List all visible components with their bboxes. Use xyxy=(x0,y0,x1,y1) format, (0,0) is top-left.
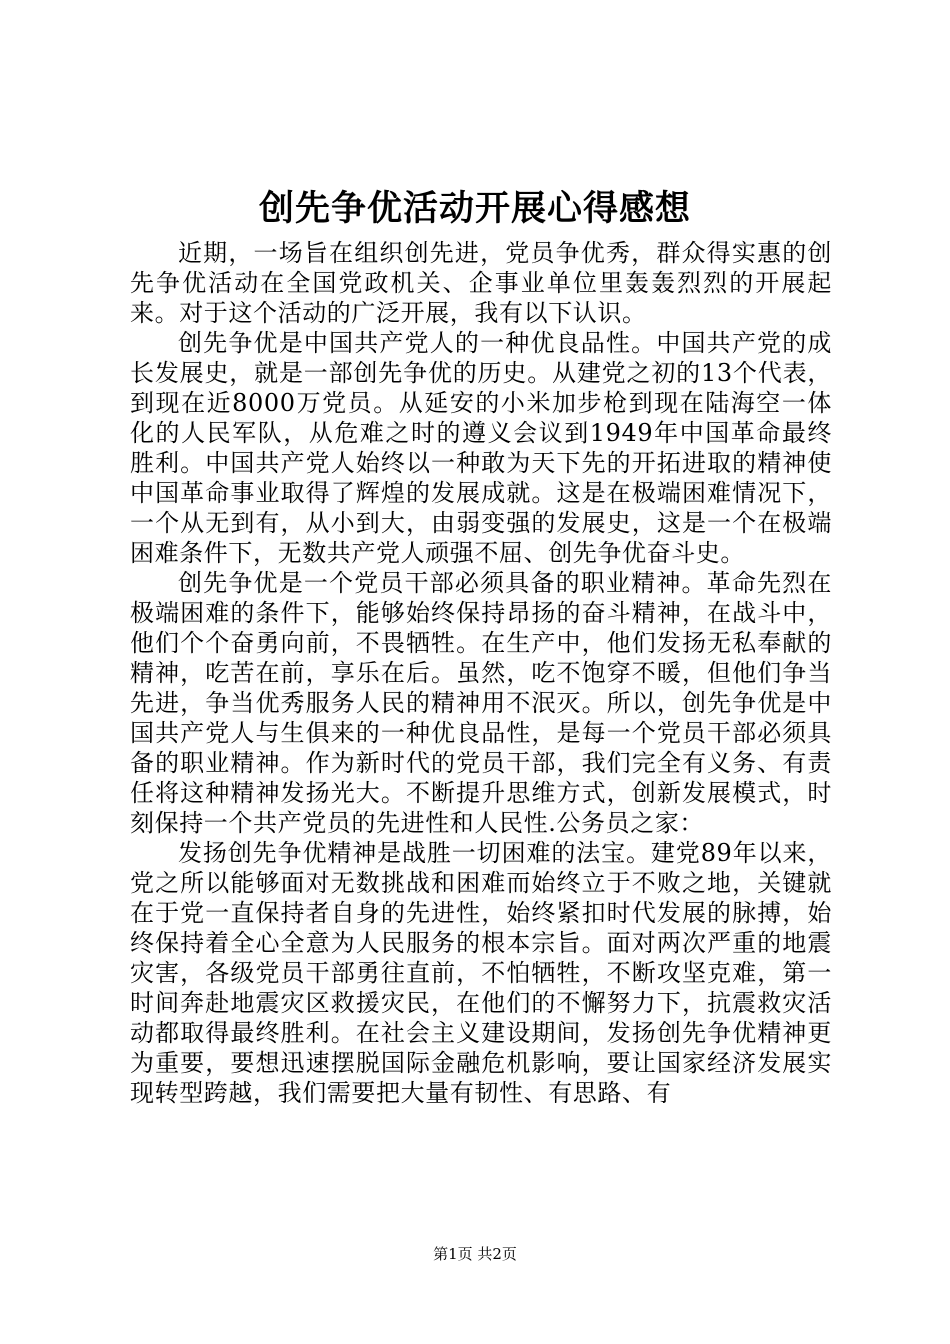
paragraph-professional-spirit: 创先争优是一个党员干部必须具备的职业精神。革命先烈在极端困难的条件下，能够始终保持昂扬的奋斗精神，在战斗中，他们个个奋勇向前，不畏牺牲。在生产中，他们发扬无私奉献的精神，吃苦在前，享乐在后。虽然，吃不饱穿不暖，但他们争当先进，争当优秀服务人民的精神用不泯灭。所以，创先争优是中国共产党人与生俱来的一种优良品性，是每一个党员干部必须具备的职业精神。作为新时代的党员干部，我们完全有义务、有责任将这种精神发扬光大。不断提升思维方式，创新发展模式，时刻保持一个共产党员的先进性和人民性.公务员之家： xyxy=(130,569,832,837)
paragraph-overcoming-difficulties: 发扬创先争优精神是战胜一切困难的法宝。建党89年以来，党之所以能够面对无数挑战和困难而始终立于不败之地，关键就在于党一直保持者自身的先进性，始终紧扣时代发展的脉搏，始终保持着全心全意为人民服务的根本宗旨。面对两次严重的地震灾害，各级党员干部勇往直前，不怕牺牲，不断攻坚克难，第一时间奔赴地震灾区救援灾民，在他们的不懈努力下，抗震救灾活动都取得最终胜利。在社会主义建设期间，发扬创先争优精神更为重要，要想迅速摆脱国际金融危机影响，要让国家经济发展实现转型跨越，我们需要把大量有韧性、有思路、有 xyxy=(130,839,832,1107)
paragraph-intro: 近期，一场旨在组织创先进，党员争优秀，群众得实惠的创先争优活动在全国党政机关、企事业单位里轰轰烈烈的开展起来。对于这个活动的广泛开展，我有以下认识。 xyxy=(130,239,832,327)
page-number-footer: 第1页 共2页 xyxy=(433,1245,517,1263)
document-body xyxy=(130,238,832,1108)
document-title: 创先争优活动开展心得感想 xyxy=(258,188,691,229)
paragraph-party-history: 创先争优是中国共产党人的一种优良品性。中国共产党的成长发展史，就是一部创先争优的历史。从建党之初的13个代表，到现在近8000万党员。从延安的小米加步枪到现在陆海空一体化的人民军队，从危难之时的遵义会议到1949年中国革命最终胜利。中国共产党人始终以一种敢为天下先的开拓进取的精神使中国革命事业取得了辉煌的发展成就。这是在极端困难情况下，一个从无到有，从小到大，由弱变强的发展史，这是一个在极端困难条件下，无数共产党人顽强不屈、创先争优奋斗史。 xyxy=(130,329,832,567)
